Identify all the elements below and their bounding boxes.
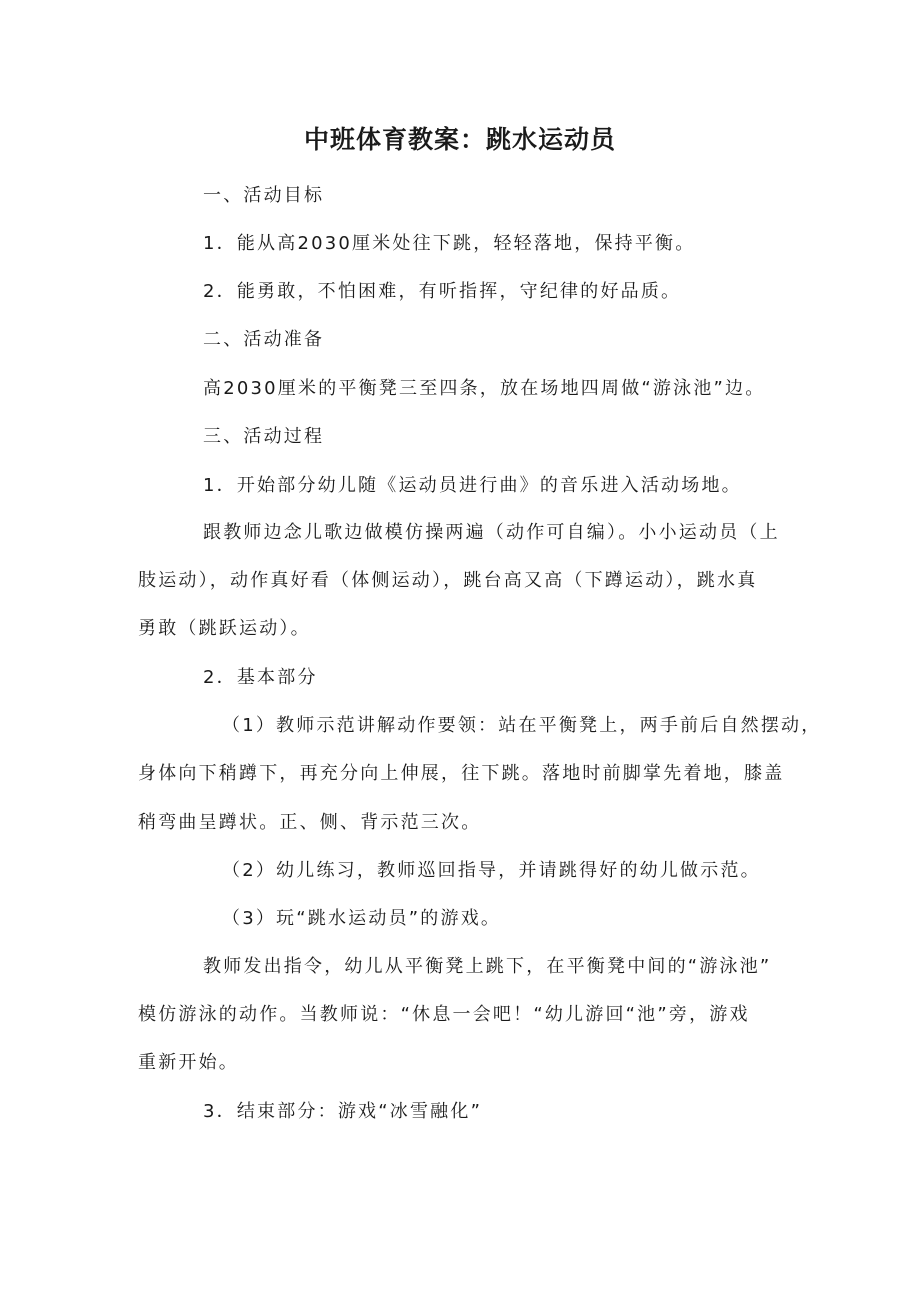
goal-item-2: 2．能勇敢，不怕困难，有听指挥，守纪律的好品质。 bbox=[203, 281, 682, 302]
goal-item-1: 1．能从高2030厘米处往下跳，轻轻落地，保持平衡。 bbox=[203, 233, 696, 254]
process-start: 1．开始部分幼儿随《运动员进行曲》的音乐进入活动场地。 bbox=[203, 475, 742, 496]
paragraph-line: （1）教师示范讲解动作要领：站在平衡凳上，两手前后自然摆动， bbox=[222, 715, 822, 736]
preparation-text: 高2030厘米的平衡凳三至四条，放在场地四周做“游泳池”边。 bbox=[203, 378, 766, 399]
paragraph-line: 教师发出指令，幼儿从平衡凳上跳下，在平衡凳中间的“游泳池” bbox=[203, 956, 772, 977]
heading-preparation: 二、活动准备 bbox=[203, 329, 325, 350]
paragraph-line: （2）幼儿练习，教师巡回指导，并请跳得好的幼儿做示范。 bbox=[222, 860, 761, 881]
paragraph-line: 重新开始。 bbox=[138, 1052, 239, 1073]
paragraph-line: 稍弯曲呈蹲状。正、侧、背示范三次。 bbox=[138, 812, 482, 833]
process-basic: 2．基本部分 bbox=[203, 667, 318, 688]
paragraph-line: 肢运动），动作真好看（体侧运动），跳台高又高（下蹲运动），跳水真 bbox=[138, 570, 758, 591]
process-end: 3．结束部分：游戏“冰雪融化” bbox=[203, 1101, 483, 1122]
paragraph-line: 模仿游泳的动作。当教师说：“休息一会吧！“幼儿游回“池”旁，游戏 bbox=[138, 1004, 750, 1025]
heading-goals: 一、活动目标 bbox=[203, 185, 325, 206]
paragraph-line: 勇敢（跳跃运动）。 bbox=[138, 618, 311, 639]
document-title: 中班体育教案：跳水运动员 bbox=[303, 125, 616, 154]
paragraph-line: （3）玩“跳水运动员”的游戏。 bbox=[222, 908, 502, 929]
paragraph-line: 身体向下稍蹲下，再充分向上伸展，往下跳。落地时前脚掌先着地，膝盖 bbox=[138, 763, 785, 784]
heading-process: 三、活动过程 bbox=[203, 426, 325, 447]
paragraph-line: 跟教师边念儿歌边做模仿操两遍（动作可自编）。小小运动员（上 bbox=[203, 522, 780, 543]
